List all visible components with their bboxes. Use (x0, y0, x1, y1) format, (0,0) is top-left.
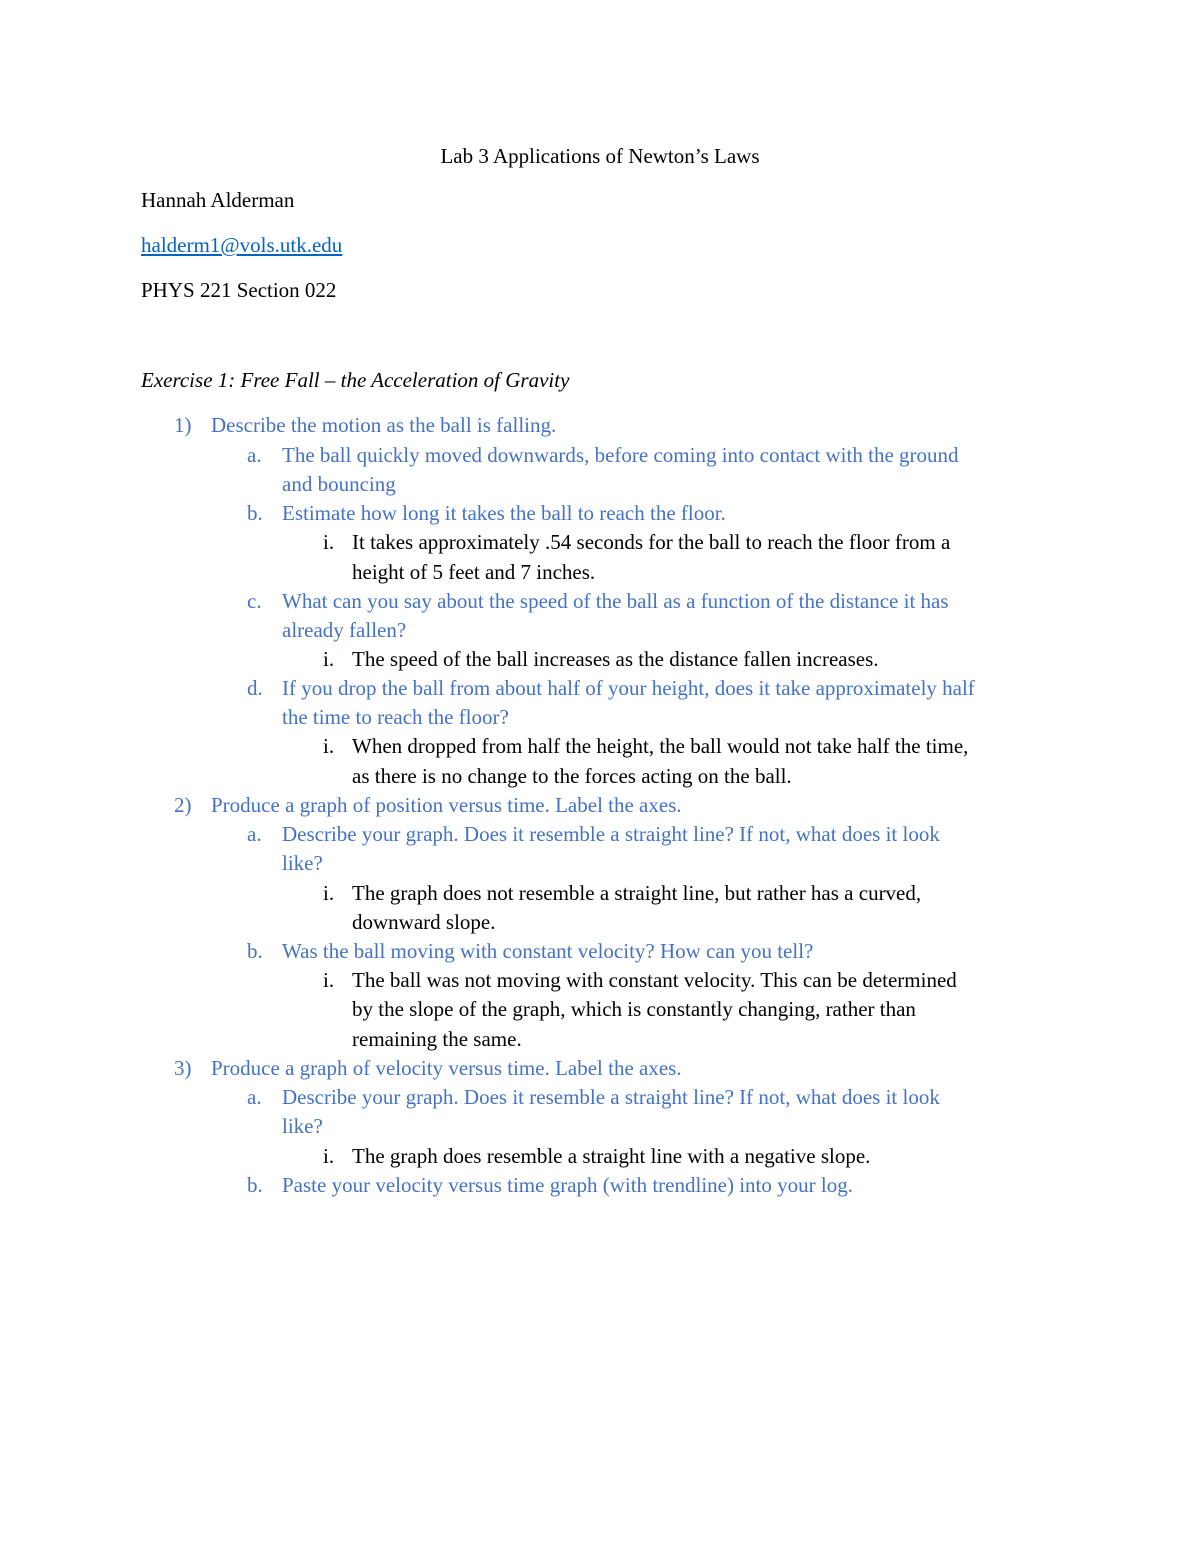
q2b-label: b. (247, 939, 263, 963)
q2a-line2: like? (282, 851, 323, 875)
q1b-answer-label: i. (323, 530, 335, 554)
q2a-answer-label: i. (323, 881, 335, 905)
q3a-label: a. (247, 1085, 262, 1109)
q1-text: Describe the motion as the ball is falling. (211, 413, 557, 437)
q1b-text: Estimate how long it takes the ball to reach the floor. (282, 501, 726, 525)
q1a-line1: The ball quickly moved downwards, before coming into contact with the ground (282, 443, 959, 467)
q2a-label: a. (247, 822, 262, 846)
q3a-answer-label: i. (323, 1144, 335, 1168)
q1c-answer-label: i. (323, 647, 335, 671)
q1c-line1: What can you say about the speed of the ball as a function of the distance it has (282, 589, 949, 613)
q1d-answer-line1: When dropped from half the height, the ball would not take half the time, (352, 734, 969, 758)
exercise-heading: Exercise 1: Free Fall – the Acceleration of Gravity (141, 368, 570, 392)
q2b-answer-line2: by the slope of the graph, which is constantly changing, rather than (352, 997, 916, 1021)
q1b-label: b. (247, 501, 263, 525)
q3a-line2: like? (282, 1114, 323, 1138)
q3-text: Produce a graph of velocity versus time. Label the axes. (211, 1056, 682, 1080)
q3a-line1: Describe your graph. Does it resemble a straight line? If not, what does it look (282, 1085, 940, 1109)
q1d-label: d. (247, 676, 263, 700)
q2-text: Produce a graph of position versus time. Label the axes. (211, 793, 682, 817)
course-section: PHYS 221 Section 022 (141, 278, 337, 302)
q3a-answer-line1: The graph does resemble a straight line with a negative slope. (352, 1144, 871, 1168)
q1c-answer-line1: The speed of the ball increases as the distance fallen increases. (352, 647, 879, 671)
q3-number: 3) (174, 1056, 192, 1080)
q3b-label: b. (247, 1173, 263, 1197)
q1d-line2: the time to reach the floor? (282, 705, 509, 729)
q2b-text: Was the ball moving with constant velocity? How can you tell? (282, 939, 814, 963)
author-name: Hannah Alderman (141, 188, 295, 212)
email-link[interactable]: halderm1@vols.utk.edu (141, 233, 343, 257)
q2b-answer-line3: remaining the same. (352, 1027, 522, 1051)
q1d-line1: If you drop the ball from about half of your height, does it take approximately half (282, 676, 975, 700)
q1b-answer-line1: It takes approximately .54 seconds for the ball to reach the floor from a (352, 530, 951, 554)
q1a-label: a. (247, 443, 262, 467)
q2-number: 2) (174, 793, 192, 817)
q1c-line2: already fallen? (282, 618, 407, 642)
q2b-answer-line1: The ball was not moving with constant velocity. This can be determined (352, 968, 957, 992)
q1c-label: c. (247, 589, 262, 613)
q2b-answer-label: i. (323, 968, 335, 992)
q1a-line2: and bouncing (282, 472, 396, 496)
q2a-line1: Describe your graph. Does it resemble a straight line? If not, what does it look (282, 822, 940, 846)
q2a-answer-line1: The graph does not resemble a straight line, but rather has a curved, (352, 881, 922, 905)
q1b-answer-line2: height of 5 feet and 7 inches. (352, 560, 596, 584)
page-title: Lab 3 Applications of Newton’s Laws (440, 144, 760, 168)
q1-number: 1) (174, 413, 192, 437)
q1d-answer-label: i. (323, 734, 335, 758)
q3b-text: Paste your velocity versus time graph (with trendline) into your log. (282, 1173, 853, 1197)
q1d-answer-line2: as there is no change to the forces acting on the ball. (352, 764, 792, 788)
q2a-answer-line2: downward slope. (352, 910, 496, 934)
